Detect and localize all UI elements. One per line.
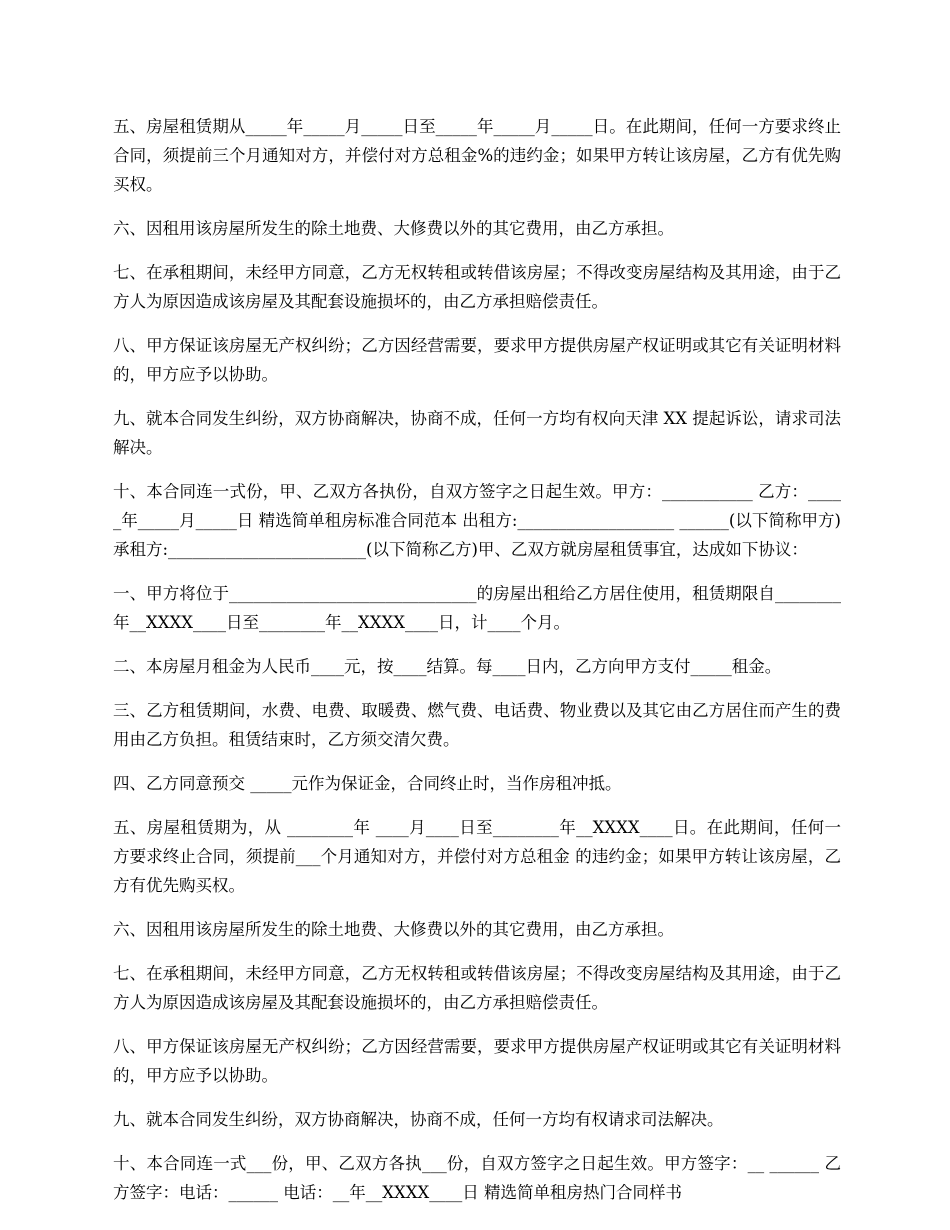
clause-10-effective-and-new-contract-header: 十、本合同连一式份，甲、乙双方各执份，自双方签字之日起生效。甲方：___________ 乙方：_____年_____月_____日 精选简单租房标准合同范本 出租方:___________________ ______(以下简称甲方)承租方:________________________(以下简称乙方)甲、乙双方就房屋租赁事宜，达成如下协议： (113, 482, 841, 559)
clause-4-deposit: 四、乙方同意预交 _____元作为保证金，合同终止时，当作房租冲抵。 (113, 774, 622, 793)
clause-7-subletting: 七、在承租期间，未经甲方同意，乙方无权转租或转借该房屋；不得改变房屋结构及其用途，由于乙方人为原因造成该房屋及其配套设施损坏的，由乙方承担赔偿责任。 (113, 263, 841, 311)
clause-2-monthly-rent: 二、本房屋月租金为人民币____元，按____结算。每____日内，乙方向甲方支付_____租金。 (113, 657, 782, 676)
clause-3-utilities: 三、乙方租赁期间，水费、电费、取暖费、燃气费、电话费、物业费以及其它由乙方居住而产生的费用由乙方负担。租赁结束时，乙方须交清欠费。 (113, 701, 841, 749)
clause-9-disputes: 九、就本合同发生纠纷，双方协商解决，协商不成，任何一方均有权向天津 XX 提起诉讼，请求司法解决。 (113, 409, 841, 457)
document-body (113, 112, 841, 1222)
clause-1-property-location: 一、甲方将位于______________________________的房屋出租给乙方居住使用，租赁期限自________年__XXXX____日至________年__XXXX____日，计____个月。 (113, 584, 841, 632)
clause-6-other-fees-repeat: 六、因租用该房屋所发生的除土地费、大修费以外的其它费用，由乙方承担。 (113, 920, 674, 939)
clause-8-property-rights: 八、甲方保证该房屋无产权纠纷；乙方因经营需要，要求甲方提供房屋产权证明或其它有关证明材料的，甲方应予以协助。 (113, 336, 841, 384)
clause-6-other-fees: 六、因租用该房屋所发生的除土地费、大修费以外的其它费用，由乙方承担。 (113, 219, 674, 238)
clause-5-lease-period: 五、房屋租赁期为，从 ________年 ____月____日至________年__XXXX____日。在此期间，任何一方要求终止合同，须提前___个月通知对方，并偿付对方总租金 的违约金；如果甲方转让该房屋，乙方有优先购买权。 (113, 818, 841, 895)
clause-8-property-rights-repeat: 八、甲方保证该房屋无产权纠纷；乙方因经营需要，要求甲方提供房屋产权证明或其它有关证明材料的，甲方应予以协助。 (113, 1037, 841, 1085)
clause-10-signatures: 十、本合同连一式___份，甲、乙双方各执___份，自双方签字之日起生效。甲方签字：__ ______ 乙方签字：电话：______ 电话：__年__XXXX____日 精选简单租房热门合同样书 (113, 1154, 841, 1202)
clause-5-lease-term: 五、房屋租赁期从_____年_____月_____日至_____年_____月_____日。在此期间，任何一方要求终止合同，须提前三个月通知对方，并偿付对方总租金%的违约金；如果甲方转让该房屋，乙方有优先购买权。 (113, 117, 841, 194)
clause-7-subletting-repeat: 七、在承租期间，未经甲方同意，乙方无权转租或转借该房屋；不得改变房屋结构及其用途，由于乙方人为原因造成该房屋及其配套设施损坏的，由乙方承担赔偿责任。 (113, 964, 841, 1012)
clause-9-disputes-repeat: 九、就本合同发生纠纷，双方协商解决，协商不成，任何一方均有权请求司法解决。 (113, 1110, 724, 1129)
